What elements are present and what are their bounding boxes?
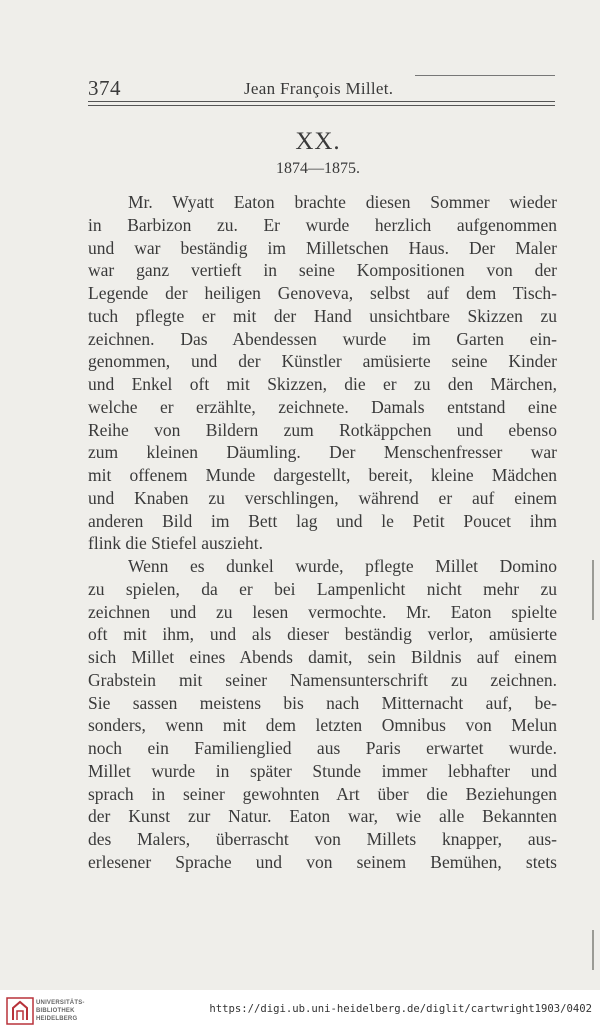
text-line: sich Millet eines Abends damit, sein Bildnis auf einem: [88, 647, 557, 667]
text-line: anderen Bild im Bett lag und le Petit Poucet ihm: [88, 510, 557, 531]
running-title: Jean François Millet.: [244, 79, 394, 98]
text-line: und Enkel oft mit Skizzen, die er zu den Märchen,: [88, 374, 557, 394]
text-line: welche er erzählte, zeichnete. Damals entstand eine: [88, 396, 557, 417]
library-name-line: UNIVERSITÄTS-: [36, 1000, 85, 1006]
text-line: war ganz vertieft in seine Kompositionen von der: [88, 260, 557, 281]
text-line: sprach in seiner gewohnten Art über die Beziehungen: [88, 783, 557, 804]
library-name-line: HEIDELBERG: [36, 1016, 78, 1022]
text-line: und war beständig im Milletschen Haus. Der Maler: [88, 237, 557, 258]
text-line: zum kleinen Däumling. Der Menschenfresser war: [88, 442, 557, 463]
text-line: Reihe von Bildern zum Rotkäppchen und ebenso: [88, 419, 557, 440]
text-line: Legende der heiligen Genoveva, selbst auf dem Tisch-: [88, 283, 557, 303]
text-line: tuch pflegte er mit der Hand unsichtbare Skizzen zu: [88, 305, 557, 326]
text-line: mit offenem Munde dargestellt, bereit, kleine Mädchen: [88, 465, 557, 485]
page-number: 374: [88, 76, 121, 100]
page-edge-mark: [592, 930, 594, 970]
text-line: oft mit ihm, und als dieser beständig verlor, amüsierte: [88, 624, 557, 645]
text-line: der Kunst zur Natur. Eaton war, wie alle Bekannten: [88, 806, 557, 827]
text-line: zu spielen, da er bei Lampenlicht nicht mehr zu: [88, 578, 557, 599]
library-name: [36, 999, 85, 1023]
text-line: flink die Stiefel auszieht.: [88, 533, 263, 554]
page-header: [88, 73, 555, 99]
text-line: und Knaben zu verschlingen, während er auf einem: [88, 487, 557, 508]
text-line: noch ein Familienglied aus Paris erwartet wurde.: [88, 738, 557, 758]
body-text: [88, 191, 557, 874]
text-line: in Barbizon zu. Er wurde herzlich aufgenommen: [88, 214, 557, 235]
header-double-rule: [88, 101, 555, 106]
text-line: Millet wurde in später Stunde immer lebhafter und: [88, 760, 557, 781]
text-line: des Malers, überrascht von Millets knapper, aus-: [88, 829, 557, 849]
chapter-years: 1874—1875.: [276, 160, 360, 177]
text-line: zeichnen. Das Abendessen wurde im Garten ein-: [88, 328, 557, 349]
text-line: Sie sassen meistens bis nach Mitternacht auf, be-: [88, 692, 557, 713]
text-line: zeichnen und zu lesen vermochte. Mr. Eaton spielte: [88, 601, 557, 622]
library-logo-icon: [5, 996, 35, 1026]
source-url-link[interactable]: https://digi.ub.uni-heidelberg.de/diglit/cartwright1903/0402: [209, 1003, 592, 1015]
chapter-number: XX.: [295, 128, 341, 155]
text-line: Wenn es dunkel wurde, pflegte Millet Domino: [128, 556, 557, 576]
header-rule: [415, 75, 555, 76]
library-name-line: BIBLIOTHEK: [36, 1008, 75, 1014]
text-line: Grabstein mit seiner Namensunterschrift zu zeichnen.: [88, 669, 557, 690]
text-line: genommen, und der Künstler amüsierte seine Kinder: [88, 351, 557, 372]
text-line: Mr. Wyatt Eaton brachte diesen Sommer wieder: [128, 192, 557, 212]
text-line: erlesener Sprache und von seinem Bemühen, stets: [88, 851, 557, 872]
text-line: sonders, wenn mit dem letzten Omnibus von Melun: [88, 715, 557, 736]
footer-bar: [0, 990, 600, 1033]
page-edge-mark: [592, 560, 594, 620]
